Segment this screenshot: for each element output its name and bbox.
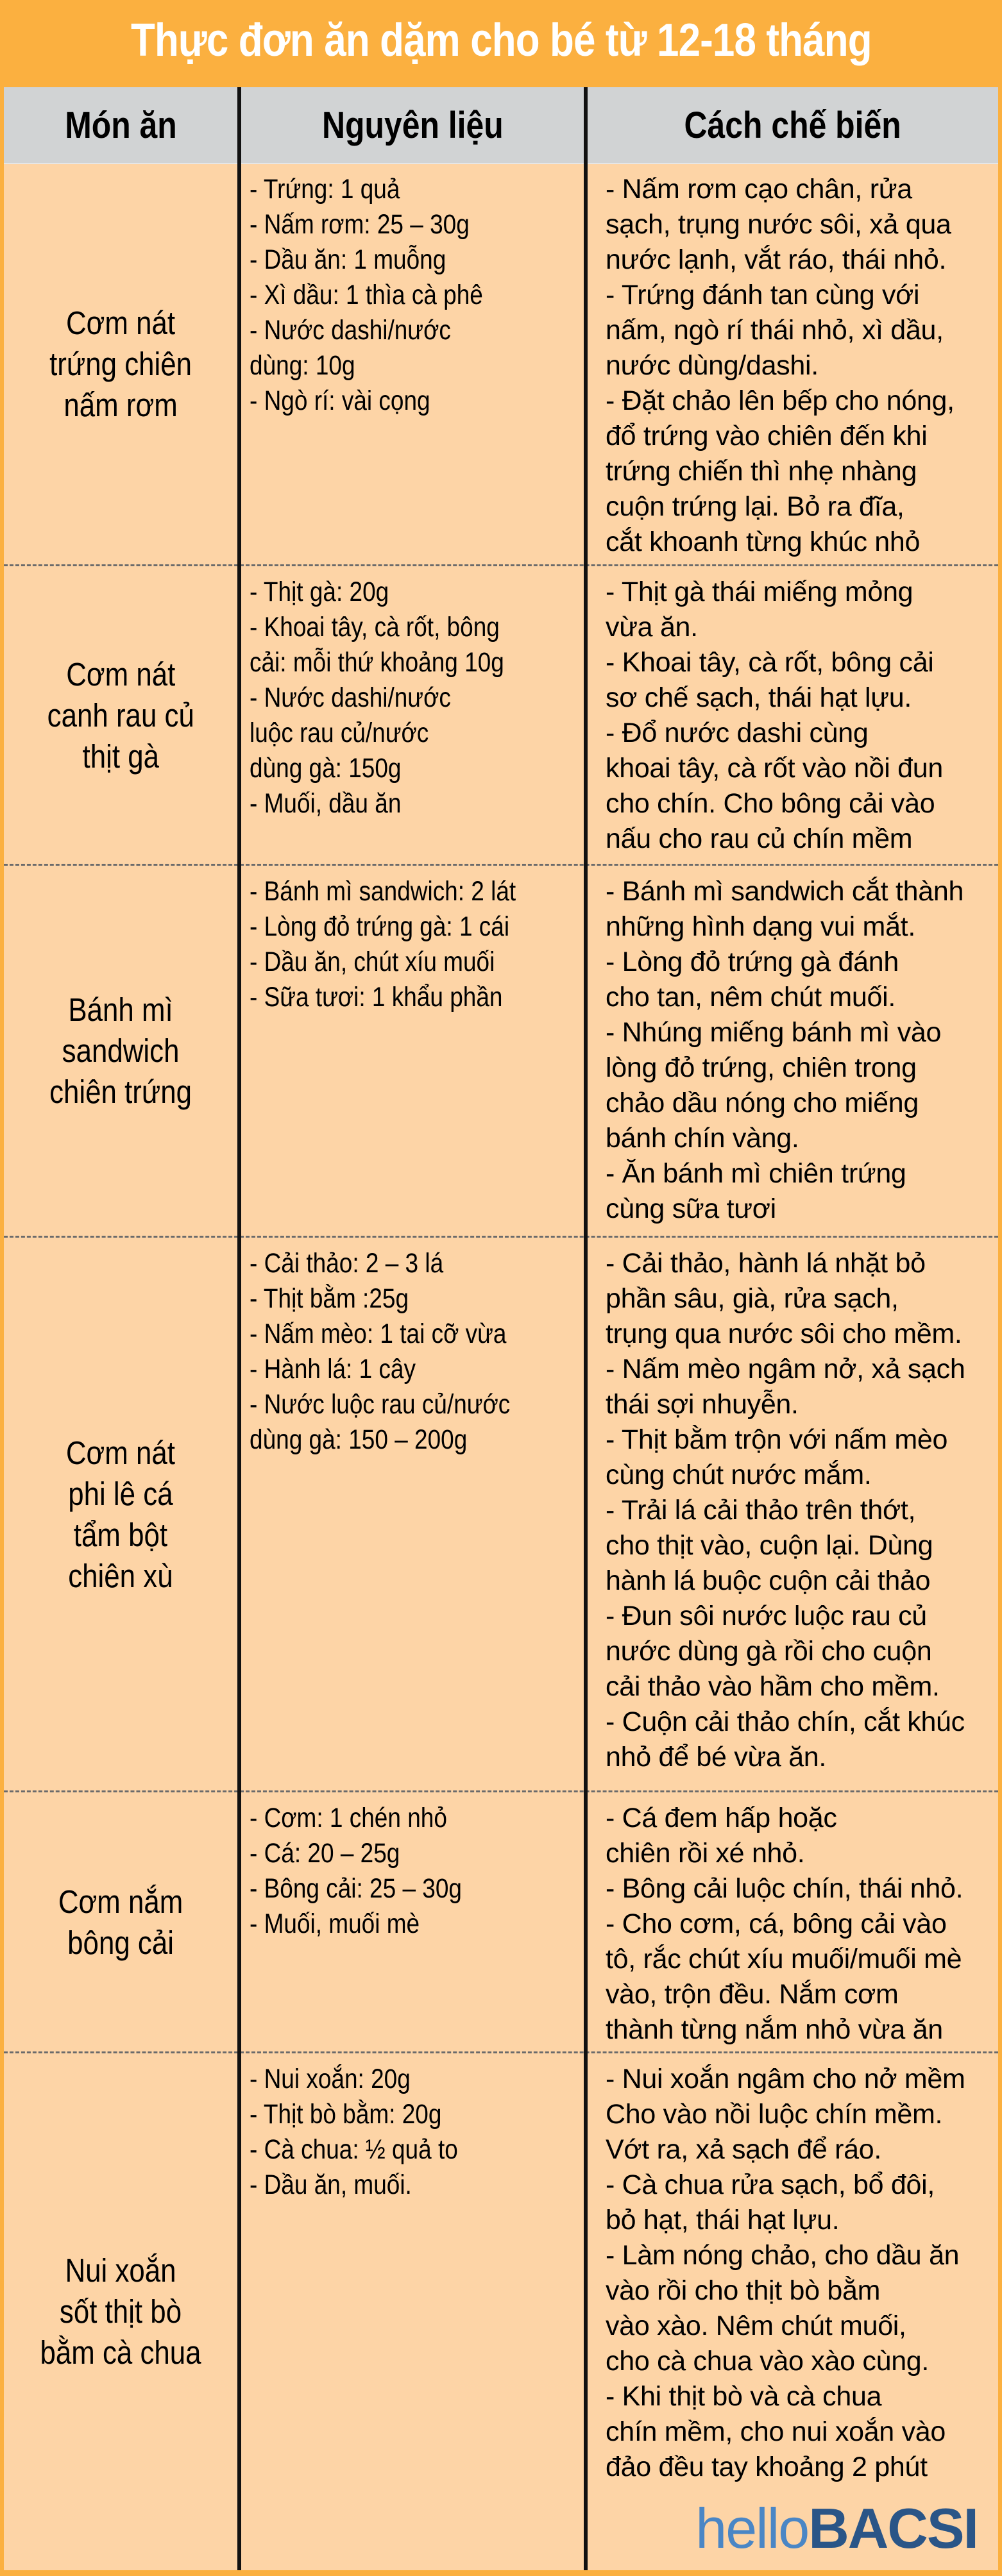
ingredient-line: - Cơm: 1 chén nhỏ [250,1803,447,1833]
ingredient-line: - Cải thảo: 2 – 3 lá [250,1248,444,1279]
dish-name-line: Nui xoắn [65,2252,176,2289]
dish-name-line: phi lê cá [68,1475,173,1512]
dish-name [4,566,237,865]
header-dish-label: Món ăn [64,104,177,146]
method-line: - Trải lá cải thảo trên thớt, [606,1495,916,1526]
method-line: vừa ăn. [606,612,698,643]
dish-name-line: nấm rơm [64,387,178,423]
method-line: - Bánh mì sandwich cắt thành [606,876,964,907]
header-dish [4,87,237,163]
method-line: thái sợi nhuyễn. [606,1389,799,1420]
method-line: bỏ hạt, thái hạt lựu. [606,2205,840,2235]
method-line: vào xào. Nêm chút muối, [606,2311,906,2341]
method-line: cho cà chua vào xào cùng. [606,2346,930,2377]
ingredient-line: - Xì dầu: 1 thìa cà phê [250,280,483,310]
method-cell [606,575,994,857]
dish-name-line: trứng chiên [49,346,192,382]
method-line: cùng sữa tươi [606,1193,776,1224]
page-title: Thực đơn ăn dặm cho bé từ 12-18 tháng [130,15,872,66]
ingredient-line: - Nui xoắn: 20g [250,2064,411,2094]
ingredient-line: dùng gà: 150 – 200g [250,1424,468,1455]
method-line: chiên rồi xé nhỏ. [606,1838,805,1869]
dish-name-line: sandwich [62,1032,180,1069]
ingredient-line: - Hành lá: 1 cây [250,1354,416,1385]
method-line: - Nấm mèo ngâm nở, xả sạch [606,1354,965,1385]
method-line: nhỏ để bé vừa ăn. [606,1742,827,1772]
method-line: - Nui xoắn ngâm cho nở mềm [606,2064,965,2094]
method-cell [606,874,994,1227]
method-line: chín mềm, cho nui xoắn vào [606,2416,946,2447]
method-line: nước dùng gà rồi cho cuộn [606,1636,932,1667]
method-line: những hình dạng vui mắt. [606,911,915,942]
method-line: bánh chín vàng. [606,1123,799,1154]
dish-name-line: Bánh mì [68,991,173,1028]
method-cell [606,2062,994,2485]
dish-name-line: tẩm bột [73,1516,168,1553]
ingredient-line: - Trứng: 1 quả [250,174,400,205]
method-line: - Cá đem hấp hoặc [606,1803,837,1833]
ingredients-cell [250,575,596,821]
ingredient-line: - Cá: 20 – 25g [250,1838,400,1869]
ingredient-line: dùng gà: 150g [250,753,402,784]
column-divider [237,87,241,2570]
ingredients-cell [250,1801,596,1942]
dish-name-line: Cơm nát [65,1434,176,1471]
method-line: sơ chế sạch, thái hạt lựu. [606,682,912,713]
method-line: vào, trộn đều. Nắm cơm [606,1979,899,2010]
method-line: Cho vào nồi luộc chín mềm. [606,2099,943,2130]
dish-name [4,2053,237,2570]
method-cell [606,1246,994,1775]
ingredient-line: - Dầu ăn: 1 muỗng [250,244,446,275]
ingredient-line: - Nước dashi/nước [250,682,451,713]
table-header [4,87,998,164]
ingredient-line: - Nấm rơm: 25 – 30g [250,209,470,240]
dish-name-line: bông cải [67,1924,174,1961]
dish-name-line: Cơm nát [65,655,176,693]
ingredient-line: cải: mỗi thứ khoảng 10g [250,647,504,678]
column-divider [584,87,588,2570]
menu-table [4,87,998,2570]
ingredient-line: - Sữa tươi: 1 khẩu phần [250,982,503,1013]
dish-name [4,1237,237,1792]
method-line: - Ăn bánh mì chiên trứng [606,1158,906,1189]
ingredient-line: - Dầu ăn, muối. [250,2169,412,2200]
method-line: nước lạnh, vắt ráo, thái nhỏ. [606,244,947,275]
ingredients-cell [250,874,596,1015]
ingredient-line: - Thịt bằm :25g [250,1283,409,1314]
method-line: - Đặt chảo lên bếp cho nóng, [606,385,955,416]
dish-name-line: sốt thịt bò [59,2293,182,2330]
ingredient-line: - Thịt bò bằm: 20g [250,2099,442,2130]
table-row [4,566,998,865]
method-line: đổ trứng vào chiên đến khi [606,421,928,451]
method-line: - Thịt bằm trộn với nấm mèo [606,1424,948,1455]
dish-name [4,1792,237,2053]
table-row [4,1792,998,2053]
header-ingredients-label: Nguyên liệu [321,104,504,146]
method-line: chảo dầu nóng cho miếng [606,1088,919,1118]
dish-name-line: chiên trứng [49,1073,192,1110]
method-line: khoai tây, cà rốt vào nồi đun [606,753,943,784]
ingredient-line: - Thịt gà: 20g [250,577,389,607]
method-line: trứng chiến thì nhẹ nhàng [606,456,917,487]
method-line: - Lòng đỏ trứng gà đánh [606,947,899,977]
method-line: sạch, trụng nước sôi, xả qua [606,209,951,240]
dish-name-line: canh rau củ [47,696,194,734]
ingredient-line: - Muối, dầu ăn [250,788,402,819]
method-line: - Khoai tây, cà rốt, bông cải [606,647,934,678]
method-line: - Cuộn cải thảo chín, cắt khúc [606,1706,965,1737]
method-line: cuộn trứng lại. Bỏ ra đĩa, [606,491,904,522]
dish-name [4,865,237,1237]
method-line: thành từng nắm nhỏ vừa ăn [606,2014,943,2045]
method-line: vào rồi cho thịt bò bằm [606,2275,881,2306]
dish-name-line: bằm cà chua [40,2334,201,2371]
header-method [588,87,998,163]
method-line: - Cà chua rửa sạch, bổ đôi, [606,2169,935,2200]
method-line: - Bông cải luộc chín, thái nhỏ. [606,1873,964,1904]
table-row [4,163,998,566]
ingredient-line: - Nước luộc rau củ/nước [250,1389,511,1420]
method-line: cùng chút nước mắm. [606,1460,872,1490]
ingredient-line: - Nấm mèo: 1 tai cỡ vừa [250,1318,507,1349]
method-line: phần sâu, già, rửa sạch, [606,1283,899,1314]
method-line: - Trứng đánh tan cùng với [606,280,920,310]
method-line: cho chín. Cho bông cải vào [606,788,935,819]
logo-hello: hello [695,2496,809,2560]
method-line: tô, rắc chút xíu muối/muối mè [606,1944,962,1974]
header-ingredients [241,87,584,163]
method-line: trụng qua nước sôi cho mềm. [606,1318,962,1349]
method-line: nấu cho rau củ chín mềm [606,823,913,854]
ingredients-cell [250,2062,596,2203]
method-line: cho thịt vào, cuộn lại. Dùng [606,1530,933,1561]
method-line: - Khi thịt bò và cà chua [606,2381,882,2412]
method-line: - Đun sôi nước luộc rau củ [606,1601,927,1631]
method-line: - Nấm rơm cạo chân, rửa [606,174,912,205]
ingredient-line: - Ngò rí: vài cọng [250,385,430,416]
method-line: - Làm nóng chảo, cho dầu ăn [606,2240,960,2271]
ingredient-line: - Muối, muối mè [250,1908,420,1939]
dish-name-line: Cơm nắm [58,1883,183,1920]
method-line: lòng đỏ trứng, chiên trong [606,1052,917,1083]
method-line: - Cho cơm, cá, bông cải vào [606,1908,947,1939]
method-line: - Nhúng miếng bánh mì vào [606,1017,942,1048]
table-row [4,2053,998,2570]
logo-bacsi: BACSI [808,2496,978,2560]
hellobacsi-logo [695,2496,978,2561]
ingredient-line: dùng: 10g [250,350,355,381]
method-line: hành lá buộc cuộn cải thảo [606,1565,931,1596]
method-line: cắt khoanh từng khúc nhỏ [606,526,921,557]
method-line: Vớt ra, xả sạch để ráo. [606,2134,882,2165]
ingredient-line: - Bông cải: 25 – 30g [250,1873,463,1904]
method-line: - Thịt gà thái miếng mỏng [606,577,913,607]
title-bar [0,0,1002,87]
method-line: nấm, ngò rí thái nhỏ, xì dầu, [606,315,944,346]
ingredient-line: - Cà chua: ½ quả to [250,2134,458,2165]
header-method-label: Cách chế biến [684,104,902,146]
ingredients-cell [250,172,596,419]
dish-name-line: thịt gà [82,737,159,775]
dish-name-line: chiên xù [68,1557,173,1594]
ingredients-cell [250,1246,596,1458]
table-row [4,1237,998,1792]
ingredient-line: - Bánh mì sandwich: 2 lát [250,876,516,907]
ingredient-line: luộc rau củ/nước [250,718,429,748]
method-line: nước dùng/dashi. [606,350,819,381]
ingredient-line: - Nước dashi/nước [250,315,451,346]
ingredient-line: - Dầu ăn, chút xíu muối [250,947,495,977]
method-line: - Cải thảo, hành lá nhặt bỏ [606,1248,926,1279]
table-row [4,865,998,1237]
method-cell [606,172,994,560]
ingredient-line: - Lòng đỏ trứng gà: 1 cái [250,911,510,942]
method-line: - Đổ nước dashi cùng [606,718,869,748]
method-cell [606,1801,994,2048]
method-line: đảo đều tay khoảng 2 phút [606,2452,928,2482]
ingredient-line: - Khoai tây, cà rốt, bông [250,612,500,643]
method-line: cho tan, nêm chút muối. [606,982,896,1013]
dish-name-line: Cơm nát [65,305,176,341]
method-line: cải thảo vào hầm cho mềm. [606,1671,940,1702]
dish-name [4,163,237,566]
